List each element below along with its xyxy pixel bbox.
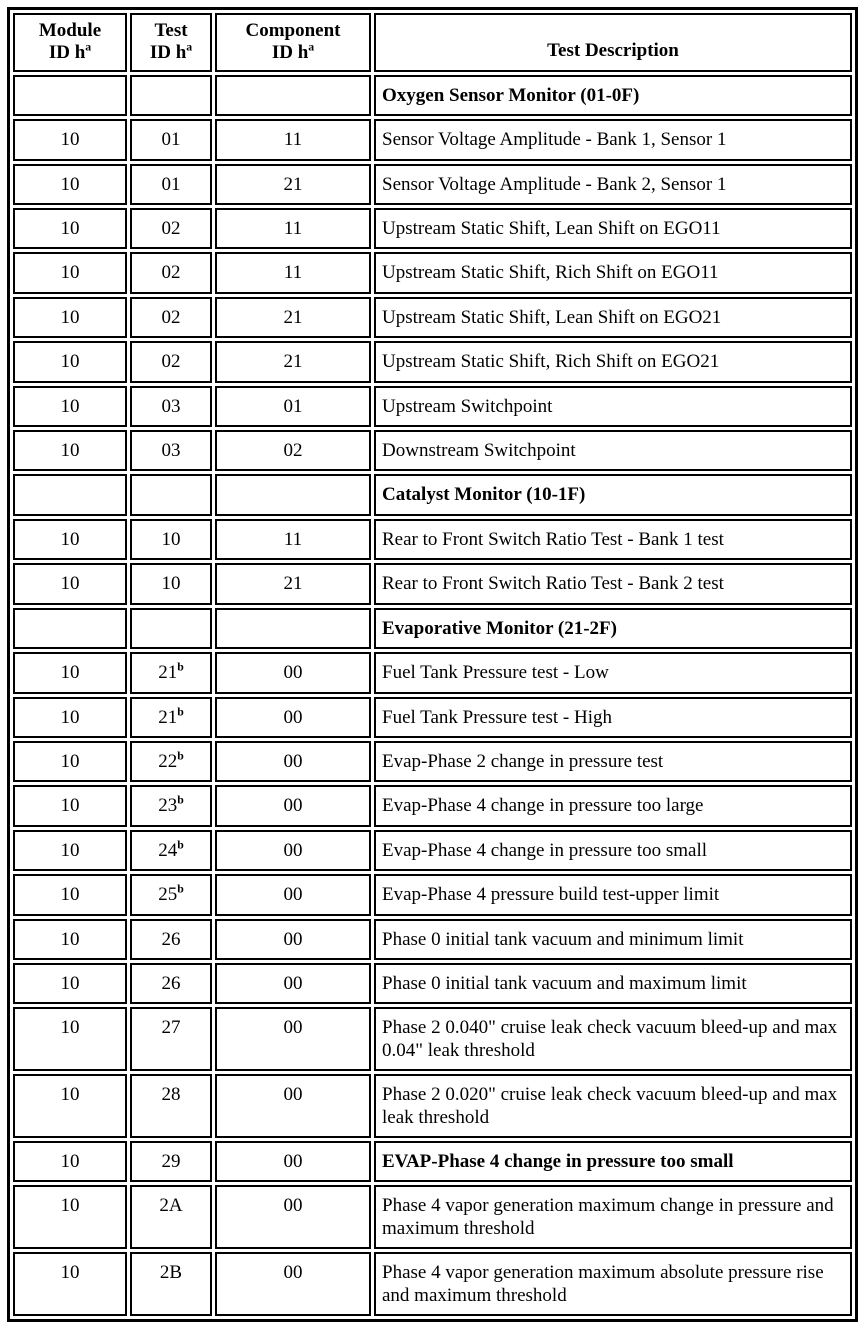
component-id-cell: 11	[215, 252, 371, 293]
section-title-cell: Evaporative Monitor (21-2F)	[374, 608, 852, 649]
table-row	[13, 519, 852, 560]
table-row	[13, 741, 852, 782]
module-id-cell: 10	[13, 741, 127, 782]
module-id-cell: 10	[13, 652, 127, 693]
module-id-cell	[13, 75, 127, 116]
module-id-cell: 10	[13, 919, 127, 960]
description-cell: Phase 0 initial tank vacuum and maximum limit	[374, 963, 852, 1004]
component-id-cell: 01	[215, 386, 371, 427]
test-id-cell: 23$^b$	[130, 785, 212, 826]
module-id-cell: 10	[13, 697, 127, 738]
table-row	[13, 1252, 852, 1316]
module-id-cell	[13, 474, 127, 515]
test-id-cell: 02	[130, 252, 212, 293]
description-cell: Evap-Phase 4 change in pressure too large	[374, 785, 852, 826]
module-id-cell: 10	[13, 386, 127, 427]
table-row	[13, 652, 852, 693]
component-id-cell: 11	[215, 208, 371, 249]
component-id-cell	[215, 75, 371, 116]
header-component-line2: ID h	[271, 42, 309, 64]
description-cell: Phase 0 initial tank vacuum and minimum limit	[374, 919, 852, 960]
header-component-id	[215, 13, 371, 72]
test-id-cell: 25$^b$	[130, 874, 212, 915]
table-row	[13, 1074, 852, 1138]
module-id-cell: 10	[13, 341, 127, 382]
module-id-cell: 10	[13, 874, 127, 915]
table-row	[13, 430, 852, 471]
component-id-cell: 00	[215, 1252, 371, 1316]
module-id-cell: 10	[13, 252, 127, 293]
header-test-description: Test Description	[374, 13, 852, 72]
test-id-footnote: b	[177, 882, 184, 896]
description-cell: Downstream Switchpoint	[374, 430, 852, 471]
description-cell: Sensor Voltage Amplitude - Bank 1, Sensor 1	[374, 119, 852, 160]
test-id-footnote: b	[177, 793, 184, 807]
header-module-id	[13, 13, 127, 72]
table-row	[13, 830, 852, 871]
component-id-cell: 00	[215, 1185, 371, 1249]
description-cell: Rear to Front Switch Ratio Test - Bank 2 test	[374, 563, 852, 604]
description-cell: Upstream Switchpoint	[374, 386, 852, 427]
module-id-cell: 10	[13, 563, 127, 604]
test-id-cell: 01	[130, 119, 212, 160]
module-id-cell: 10	[13, 1074, 127, 1138]
module-id-cell: 10	[13, 430, 127, 471]
component-id-cell: 02	[215, 430, 371, 471]
module-id-cell: 10	[13, 1007, 127, 1071]
table-row	[13, 386, 852, 427]
description-cell: Upstream Static Shift, Rich Shift on EGO21	[374, 341, 852, 382]
test-id-cell: 01	[130, 164, 212, 205]
header-row	[13, 13, 852, 72]
section-row	[13, 608, 852, 649]
module-id-cell: 10	[13, 297, 127, 338]
table-row	[13, 164, 852, 205]
test-id-footnote: b	[177, 838, 184, 852]
test-id-cell: 21$^b$	[130, 652, 212, 693]
test-id-cell: 26	[130, 963, 212, 1004]
test-id-cell: 22$^b$	[130, 741, 212, 782]
component-id-cell	[215, 608, 371, 649]
test-id-footnote: b	[177, 705, 184, 719]
component-id-cell: 21	[215, 164, 371, 205]
module-id-cell: 10	[13, 830, 127, 871]
description-cell: Evap-Phase 2 change in pressure test	[374, 741, 852, 782]
header-module-line2: ID h	[48, 42, 86, 64]
component-id-cell: 21	[215, 297, 371, 338]
test-id-cell: 03	[130, 430, 212, 471]
description-cell: Fuel Tank Pressure test - Low	[374, 652, 852, 693]
table-row	[13, 785, 852, 826]
section-row	[13, 75, 852, 116]
component-id-cell: 00	[215, 919, 371, 960]
component-id-cell: 00	[215, 1007, 371, 1071]
module-id-cell: 10	[13, 1185, 127, 1249]
test-id-cell	[130, 75, 212, 116]
description-cell: Evap-Phase 4 pressure build test-upper limit	[374, 874, 852, 915]
description-cell: Evap-Phase 4 change in pressure too small	[374, 830, 852, 871]
test-id-cell: 21$^b$	[130, 697, 212, 738]
component-id-cell: 11	[215, 519, 371, 560]
header-test-footnote: a	[186, 41, 193, 55]
header-component-footnote: a	[308, 41, 315, 55]
component-id-cell: 21	[215, 341, 371, 382]
test-id-cell: 29	[130, 1141, 212, 1182]
section-title-cell: Oxygen Sensor Monitor (01-0F)	[374, 75, 852, 116]
component-id-cell: 00	[215, 963, 371, 1004]
test-id-cell: 02	[130, 341, 212, 382]
test-id-cell: 03	[130, 386, 212, 427]
test-id-cell: 27	[130, 1007, 212, 1071]
description-cell: Phase 4 vapor generation maximum absolute pressure rise and maximum threshold	[374, 1252, 852, 1316]
header-test-line2: ID h	[149, 42, 187, 64]
description-cell: Sensor Voltage Amplitude - Bank 2, Sensor 1	[374, 164, 852, 205]
component-id-cell: 00	[215, 785, 371, 826]
component-id-cell: 00	[215, 874, 371, 915]
module-id-cell	[13, 608, 127, 649]
table-row	[13, 208, 852, 249]
component-id-cell: 00	[215, 1074, 371, 1138]
header-test-line1: Test	[154, 20, 188, 41]
description-cell: Upstream Static Shift, Lean Shift on EGO21	[374, 297, 852, 338]
table-row	[13, 1007, 852, 1071]
test-id-cell: 10	[130, 563, 212, 604]
header-module-footnote: a	[85, 41, 92, 55]
description-cell: Fuel Tank Pressure test - High	[374, 697, 852, 738]
test-description-table	[7, 7, 858, 1322]
table-row	[13, 1141, 852, 1182]
module-id-cell: 10	[13, 119, 127, 160]
test-id-cell: 02	[130, 208, 212, 249]
component-id-cell: 11	[215, 119, 371, 160]
table-row	[13, 563, 852, 604]
test-id-footnote: b	[177, 660, 184, 674]
module-id-cell: 10	[13, 963, 127, 1004]
section-row	[13, 474, 852, 515]
test-id-cell: 24$^b$	[130, 830, 212, 871]
test-id-footnote: b	[177, 749, 184, 763]
table-row	[13, 341, 852, 382]
header-test-id	[130, 13, 212, 72]
description-cell: Phase 4 vapor generation maximum change in pressure and maximum threshold	[374, 1185, 852, 1249]
module-id-cell: 10	[13, 1141, 127, 1182]
table-row	[13, 874, 852, 915]
description-cell: Phase 2 0.040" cruise leak check vacuum bleed-up and max 0.04" leak threshold	[374, 1007, 852, 1071]
test-id-cell	[130, 474, 212, 515]
description-cell: Rear to Front Switch Ratio Test - Bank 1 test	[374, 519, 852, 560]
test-id-cell: 10	[130, 519, 212, 560]
component-id-cell	[215, 474, 371, 515]
module-id-cell: 10	[13, 208, 127, 249]
table-row	[13, 697, 852, 738]
table-row	[13, 1185, 852, 1249]
test-id-cell: 28	[130, 1074, 212, 1138]
component-id-cell: 00	[215, 830, 371, 871]
component-id-cell: 21	[215, 563, 371, 604]
header-module-line1: Module	[38, 20, 102, 41]
table-row	[13, 297, 852, 338]
component-id-cell: 00	[215, 741, 371, 782]
test-id-cell	[130, 608, 212, 649]
table-body	[13, 75, 852, 1316]
table-row	[13, 919, 852, 960]
table-row	[13, 252, 852, 293]
component-id-cell: 00	[215, 652, 371, 693]
module-id-cell: 10	[13, 785, 127, 826]
description-cell: Phase 2 0.020" cruise leak check vacuum bleed-up and max leak threshold	[374, 1074, 852, 1138]
table-row	[13, 963, 852, 1004]
module-id-cell: 10	[13, 519, 127, 560]
table-row	[13, 119, 852, 160]
header-component-line1: Component	[245, 20, 341, 41]
description-cell: EVAP-Phase 4 change in pressure too small	[374, 1141, 852, 1182]
component-id-cell: 00	[215, 697, 371, 738]
description-cell: Upstream Static Shift, Rich Shift on EGO11	[374, 252, 852, 293]
test-id-cell: 2A	[130, 1185, 212, 1249]
description-cell: Upstream Static Shift, Lean Shift on EGO11	[374, 208, 852, 249]
module-id-cell: 10	[13, 1252, 127, 1316]
test-id-cell: 26	[130, 919, 212, 960]
section-title-cell: Catalyst Monitor (10-1F)	[374, 474, 852, 515]
module-id-cell: 10	[13, 164, 127, 205]
component-id-cell: 00	[215, 1141, 371, 1182]
test-id-cell: 2B	[130, 1252, 212, 1316]
test-id-cell: 02	[130, 297, 212, 338]
